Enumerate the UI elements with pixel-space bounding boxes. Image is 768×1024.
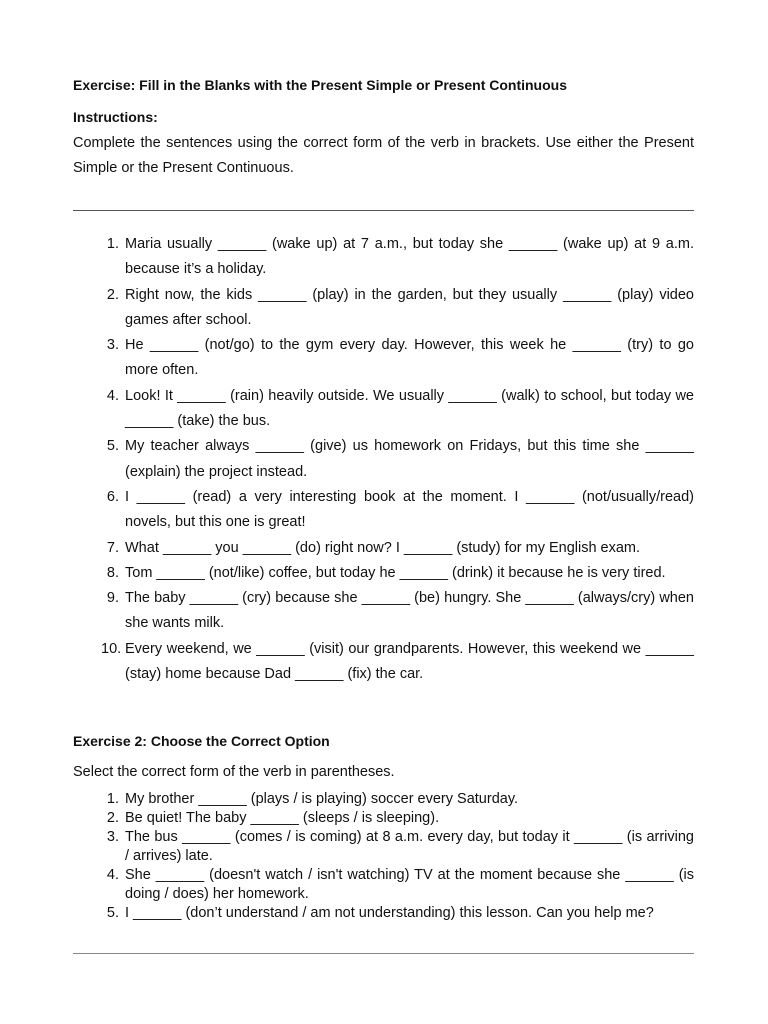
item-number: 9. [106,590,119,607]
list-item [73,828,694,866]
list-item [73,485,694,536]
item-text: Look! It ______ (rain) heavily outside. We usually ______ (walk) to school, but today we ______ (take) the bus. [125,387,694,430]
list-item [73,637,694,688]
item-text: What ______ you ______ (do) right now? I ______ (study) for my English exam. [125,539,641,556]
item-number: 2. [106,810,119,826]
list-item [73,536,694,561]
item-number: 4. [106,867,119,883]
item-number: 5. [106,438,119,455]
top-divider [73,210,694,211]
item-number: 6. [106,488,119,505]
item-number: 3. [106,829,119,845]
item-text: My brother ______ (plays / is playing) soccer every Saturday. [125,791,519,807]
item-text: My teacher always ______ (give) us homework on Fridays, but this time she ______ (explain) the project instead. [125,438,694,480]
exercise1-list [73,232,694,687]
instructions-heading: Instructions: [73,109,158,125]
item-text: The baby ______ (cry) because she ______ (be) hungry. She ______ (always/cry) when she wants milk. [125,590,694,632]
item-number: 3. [106,337,119,354]
item-number: 8. [106,564,119,581]
item-number: 1. [106,791,119,807]
instructions-text: Complete the sentences using the correct form of the verb in brackets. Use either the Present Simple or the Present Continuous. [73,135,694,176]
exercise-title: Exercise: Fill in the Blanks with the Present Simple or Present Continuous [73,77,567,93]
list-item [73,561,694,586]
item-text: Maria usually ______ (wake up) at 7 a.m., but today she ______ (wake up) at 9 a.m. because it’s a holiday. [125,236,694,278]
item-number: 7. [106,539,119,556]
item-number: 5. [106,905,119,921]
bottom-divider [73,953,694,954]
list-item [73,333,694,384]
item-text: The bus ______ (comes / is coming) at 8 a.m. every day, but today it ______ (is arriving / arrives) late. [125,829,694,864]
list-item [73,866,694,904]
list-item [73,283,694,334]
list-item [73,809,694,828]
list-item [73,434,694,485]
item-number: 4. [106,387,119,404]
item-text: I ______ (don’t understand / am not understanding) this lesson. Can you help me? [125,905,654,921]
list-item [73,904,694,923]
item-text: Tom ______ (not/like) coffee, but today he ______ (drink) it because he is very tired. [125,564,666,581]
exercise2-title: Exercise 2: Choose the Correct Option [73,733,330,749]
item-number: 1. [106,236,119,252]
item-number: 2. [106,286,119,303]
item-number: 10. [101,640,122,657]
list-item [73,232,694,283]
item-text: Right now, the kids ______ (play) in the garden, but they usually ______ (play) video games after school. [125,286,694,328]
list-item [73,790,694,809]
exercise2-list [73,790,694,923]
item-text: He ______ (not/go) to the gym every day. However, this week he ______ (try) to go more often. [125,337,694,379]
exercise2-instruction: Select the correct form of the verb in parentheses. [73,764,395,780]
list-item [73,586,694,637]
item-text: I ______ (read) a very interesting book at the moment. I ______ (not/usually/read) novels, but this one is great! [125,488,694,531]
item-text: Be quiet! The baby ______ (sleeps / is sleeping). [125,810,440,826]
item-text: She ______ (doesn't watch / isn't watching) TV at the moment because she ______ (is doing / does) her homework. [125,867,694,902]
list-item [73,384,694,435]
item-text: Every weekend, we ______ (visit) our grandparents. However, this weekend we ______ (stay) home because Dad ______ (fix) the car. [125,640,694,683]
